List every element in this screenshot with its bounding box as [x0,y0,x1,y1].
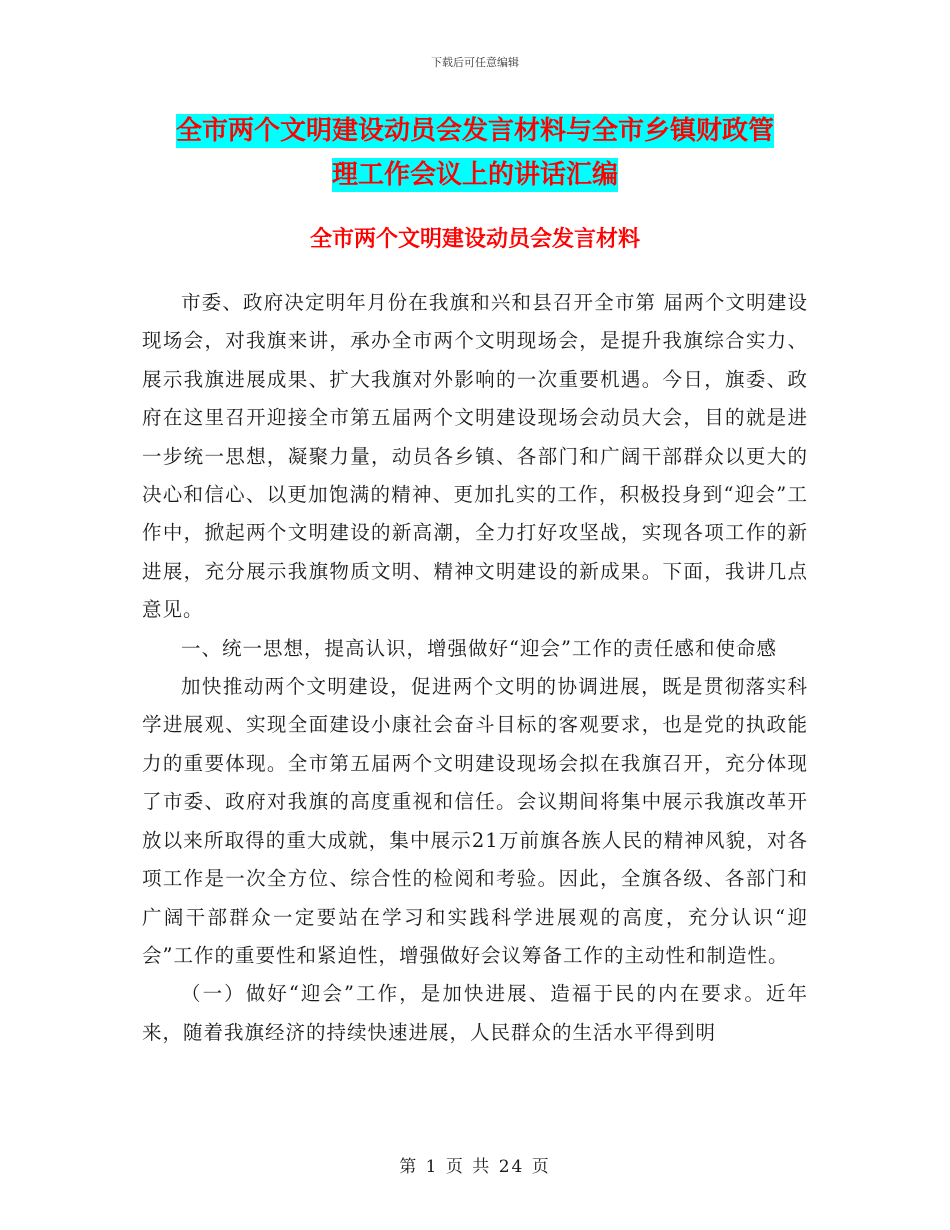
body-text [142,284,808,1052]
document-title-line-2 [0,158,950,192]
page-footer: 第 1 页 共 24 页 [399,1157,551,1177]
paragraph: 市委、政府决定明年月份在我旗和兴和县召开全市第 届两个文明建设现场会，对我旗来讲，承办全市两个文明现场会，是提升我旗综合实力、展示我旗进展成果、扩大我旗对外影响的一次重要机遇。今日，旗委、政府在这里召开迎接全市第五届两个文明建设现场会动员大会，目的就是进一步统一思想，凝聚力量，动员各乡镇、各部门和广阔干部群众以更大的决心和信心、以更加饱满的精神、更加扎实的工作，积极投身到“迎会”工作中，掀起两个文明建设的新高潮，全力打好攻坚战，实现各项工作的新进展，充分展示我旗物质文明、精神文明建设的新成果。下面，我讲几点意见。 [142,291,808,622]
header-note: 下载后可任意编辑 [431,56,519,69]
paragraph: 加快推动两个文明建设，促进两个文明的协调进展，既是贯彻落实科学进展观、实现全面建设小康社会奋斗目标的客观要求，也是党的执政能力的重要体现。全市第五届两个文明建设现场会拟在我旗召开，充分体现了市委、政府对我旗的高度重视和信任。会议期间将集中展示我旗改革开放以来所取得的重大成就，集中展示21万前旗各族人民的精神风貌，对各项工作是一次全方位、综合性的检阅和考验。因此，全旗各级、各部门和广阔干部群众一定要站在学习和实践科学进展观的高度，充分认识“迎会”工作的重要性和紧迫性，增强做好会议筹备工作的主动性和制造性。 [142,675,808,967]
title-highlight-1: 全市两个文明建设动员会发言材料与全市乡镇财政管 [175,116,774,146]
document-title-line-1 [0,114,950,148]
title-highlight-2: 理工作会议上的讲话汇编 [331,160,618,190]
paragraph: （一）做好“迎会”工作，是加快进展、造福于民的内在要求。近年来，随着我旗经济的持续快速进展，人民群众的生活水平得到明 [142,982,808,1044]
section-title: 全市两个文明建设动员会发言材料 [309,226,640,252]
paragraph: 一、统一思想，提高认识，增强做好“迎会”工作的责任感和使命感 [181,636,777,660]
